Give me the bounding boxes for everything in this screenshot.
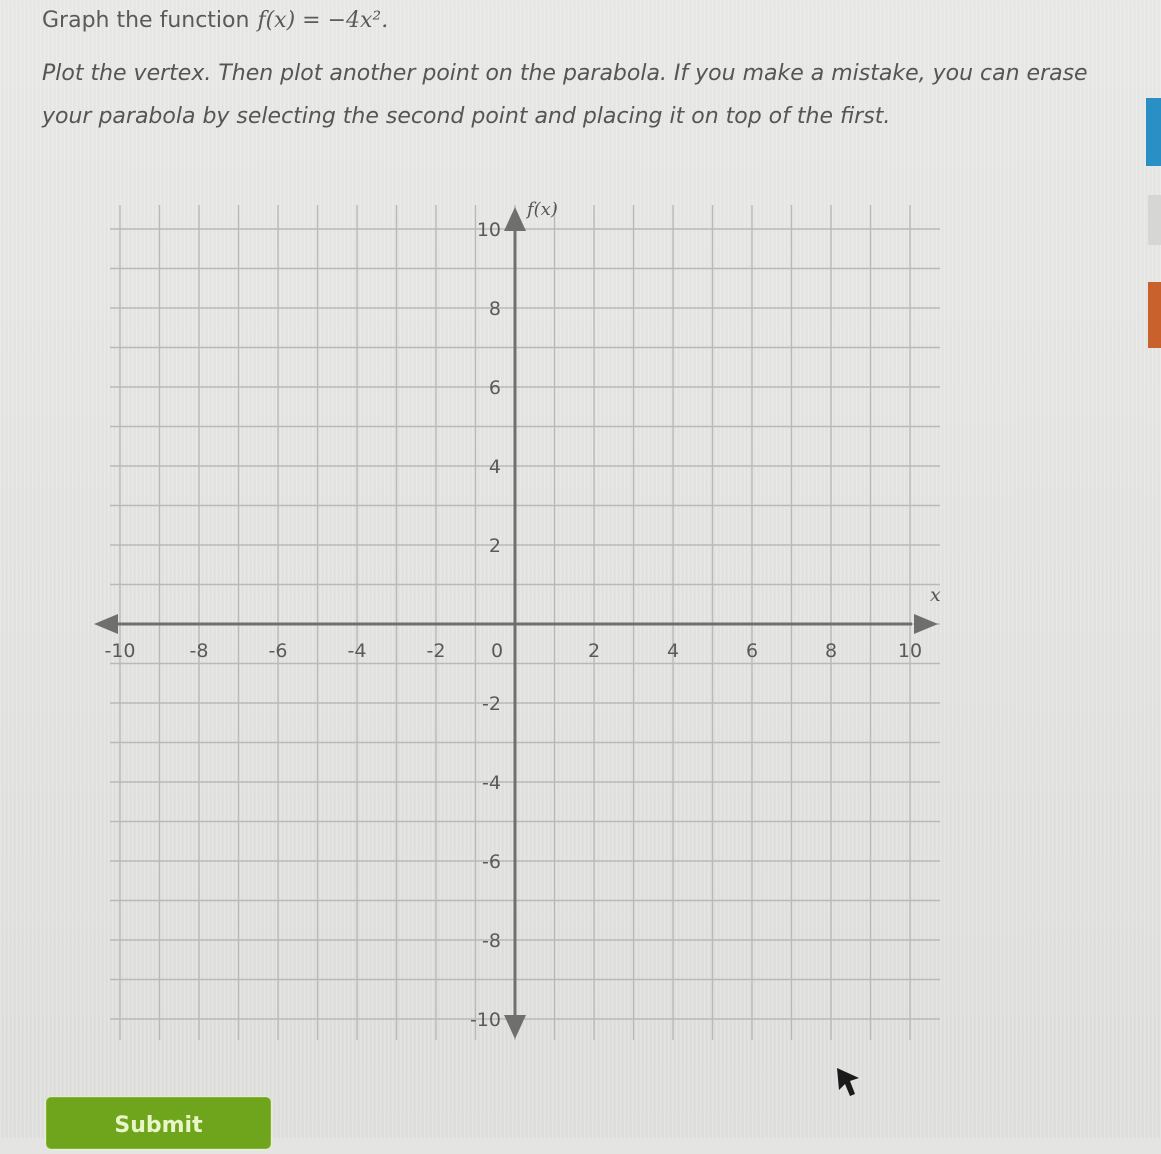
svg-text:-10: -10 xyxy=(104,640,136,662)
svg-text:-2: -2 xyxy=(482,693,501,715)
svg-text:-2: -2 xyxy=(426,640,446,662)
svg-text:4: 4 xyxy=(666,640,680,662)
svg-text:10: 10 xyxy=(476,219,501,241)
svg-text:-8: -8 xyxy=(189,640,209,662)
svg-text:-4: -4 xyxy=(482,772,501,794)
svg-text:8: 8 xyxy=(824,640,838,662)
y-axis-label: f(x) xyxy=(527,199,558,220)
svg-text:8: 8 xyxy=(488,298,501,320)
title-prefix: Graph the function xyxy=(42,8,250,33)
instructions-text: Plot the vertex. Then plot another point on the parabola. If you make a mistake, you can erase your parabola by selecting the second point and placing it on top of the first. xyxy=(42,61,1088,129)
mouse-cursor-icon xyxy=(835,1066,865,1100)
svg-text:-4: -4 xyxy=(347,640,367,662)
svg-text:10: 10 xyxy=(897,640,923,662)
svg-text:0: 0 xyxy=(490,640,504,662)
x-tick-labels xyxy=(104,640,922,662)
svg-text:-6: -6 xyxy=(268,640,288,662)
svg-text:-6: -6 xyxy=(482,851,501,873)
svg-text:-10: -10 xyxy=(469,1009,501,1031)
function-expression: f(x) = −4x². xyxy=(257,8,389,33)
svg-text:4: 4 xyxy=(488,456,501,478)
svg-text:6: 6 xyxy=(745,640,759,662)
axes xyxy=(94,207,938,1039)
svg-text:2: 2 xyxy=(587,640,601,662)
svg-text:-8: -8 xyxy=(482,930,501,952)
svg-text:2: 2 xyxy=(488,535,501,557)
x-axis-label: x xyxy=(930,584,941,606)
submit-button[interactable]: Submit xyxy=(46,1097,271,1149)
svg-text:6: 6 xyxy=(488,377,501,399)
